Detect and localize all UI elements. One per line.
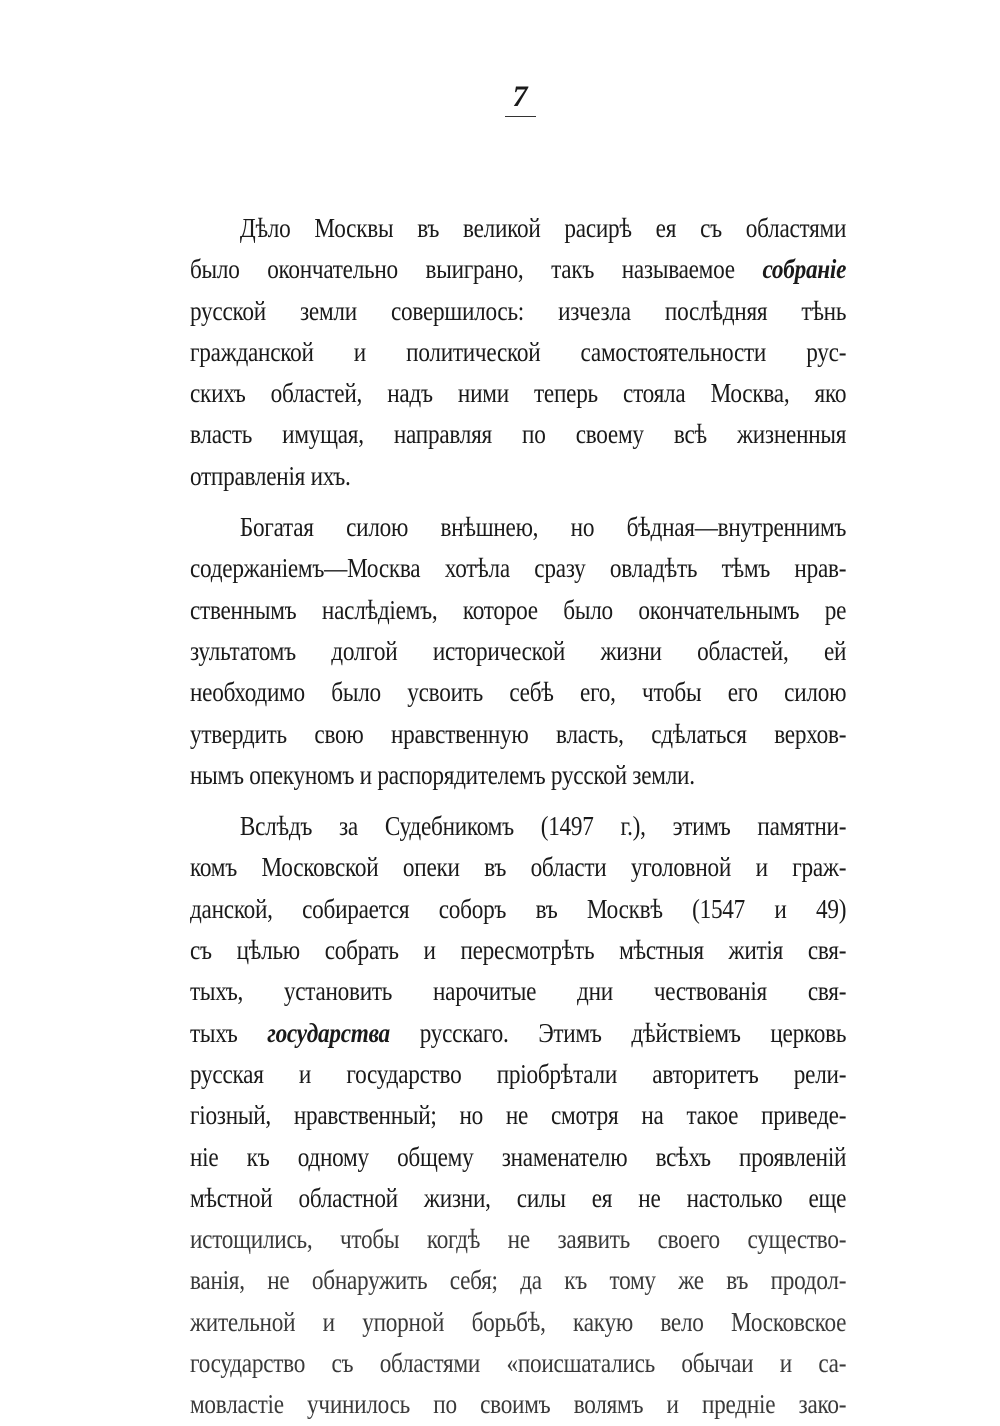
text-line: ственнымъ наслѣдiемъ, которое было окончательнымъ ре bbox=[190, 594, 847, 625]
text-line: русской земли совершилось: изчезла послѣдняя тѣнь bbox=[190, 295, 847, 326]
text-line: гiозный, нравственный; но не смотря на такое приведе- bbox=[190, 1100, 847, 1131]
text-line: нымъ опекуномъ и распорядителемъ русской земли. bbox=[190, 759, 695, 790]
text-line: гражданской и политической самостоятельности рус- bbox=[190, 336, 847, 367]
text-line: необходимо было усвоить себѣ его, чтобы его силою bbox=[190, 677, 847, 708]
text-line: истощились, чтобы когдѣ не заявить своего существо- bbox=[190, 1224, 847, 1255]
page-header bbox=[0, 80, 1000, 117]
text-line: мѣстной областной жизни, силы ея не настолько еще bbox=[190, 1182, 847, 1213]
paragraph bbox=[190, 208, 846, 497]
page-number: 7 bbox=[505, 80, 536, 117]
text-line: ванiя, не обнаружить себя; да къ тому же въ продол- bbox=[190, 1265, 847, 1296]
text-line: съ цѣлью собрать и пересмотрѣть мѣстныя житiя свя- bbox=[190, 935, 847, 966]
text-line: Вслѣдъ за Судебникомъ (1497 г.), этимъ памятни- bbox=[239, 811, 847, 842]
text-line: утвердить свою нравственную власть, сдѣлаться верхов- bbox=[190, 718, 847, 749]
text-line: скихъ областей, надъ ними теперь стояла Москва, яко bbox=[190, 378, 847, 409]
text-line: комъ Московской опеки въ области уголовной и граж- bbox=[190, 852, 847, 883]
paragraph bbox=[190, 507, 846, 796]
text-line: отправленiя ихъ. bbox=[190, 460, 351, 491]
text-line: нiе къ одному общему знаменателю всѣхъ проявленiй bbox=[190, 1141, 847, 1172]
text-run: русскаго. Этимъ дѣйствiемъ церковь bbox=[389, 1017, 847, 1048]
text-line: Богатая силою внѣшнею, но бѣдная—внутреннимъ bbox=[239, 512, 847, 543]
emphasized-term: государства bbox=[267, 1017, 390, 1048]
text-run: тыхъ bbox=[190, 1017, 268, 1048]
text-line bbox=[190, 1013, 846, 1054]
text-run: было окончательно выиграно, такъ называемое bbox=[190, 254, 763, 285]
text-line: мовластiе учинилось по своимъ волямъ и преднiе зако- bbox=[190, 1389, 847, 1420]
emphasized-term: собранiе bbox=[762, 254, 847, 285]
text-line: русская и государство прiобрѣтали авторитетъ рели- bbox=[190, 1058, 847, 1089]
text-line: власть имущая, направляя по своему всѣ жизненныя bbox=[190, 419, 847, 450]
text-line bbox=[190, 249, 846, 290]
text-line: жительной и упорной борьбѣ, какую вело Московское bbox=[190, 1306, 847, 1337]
body-text bbox=[190, 208, 846, 1426]
paragraph bbox=[190, 806, 846, 1425]
text-line: государство съ областями «поисшатались обычаи и са- bbox=[190, 1348, 847, 1379]
text-line: данской, собирается соборъ въ Москвѣ (1547 и 49) bbox=[190, 893, 847, 924]
text-line: тыхъ, установить нарочитые дни чествованiя свя- bbox=[190, 976, 847, 1007]
text-line: Дѣло Москвы въ великой расирѣ ея съ областями bbox=[239, 213, 847, 243]
text-line: зультатомъ долгой исторической жизни областей, ей bbox=[190, 635, 847, 666]
text-line: содержанiемъ—Москва хотѣла сразу овладѣть тѣмъ нрав- bbox=[190, 553, 847, 584]
